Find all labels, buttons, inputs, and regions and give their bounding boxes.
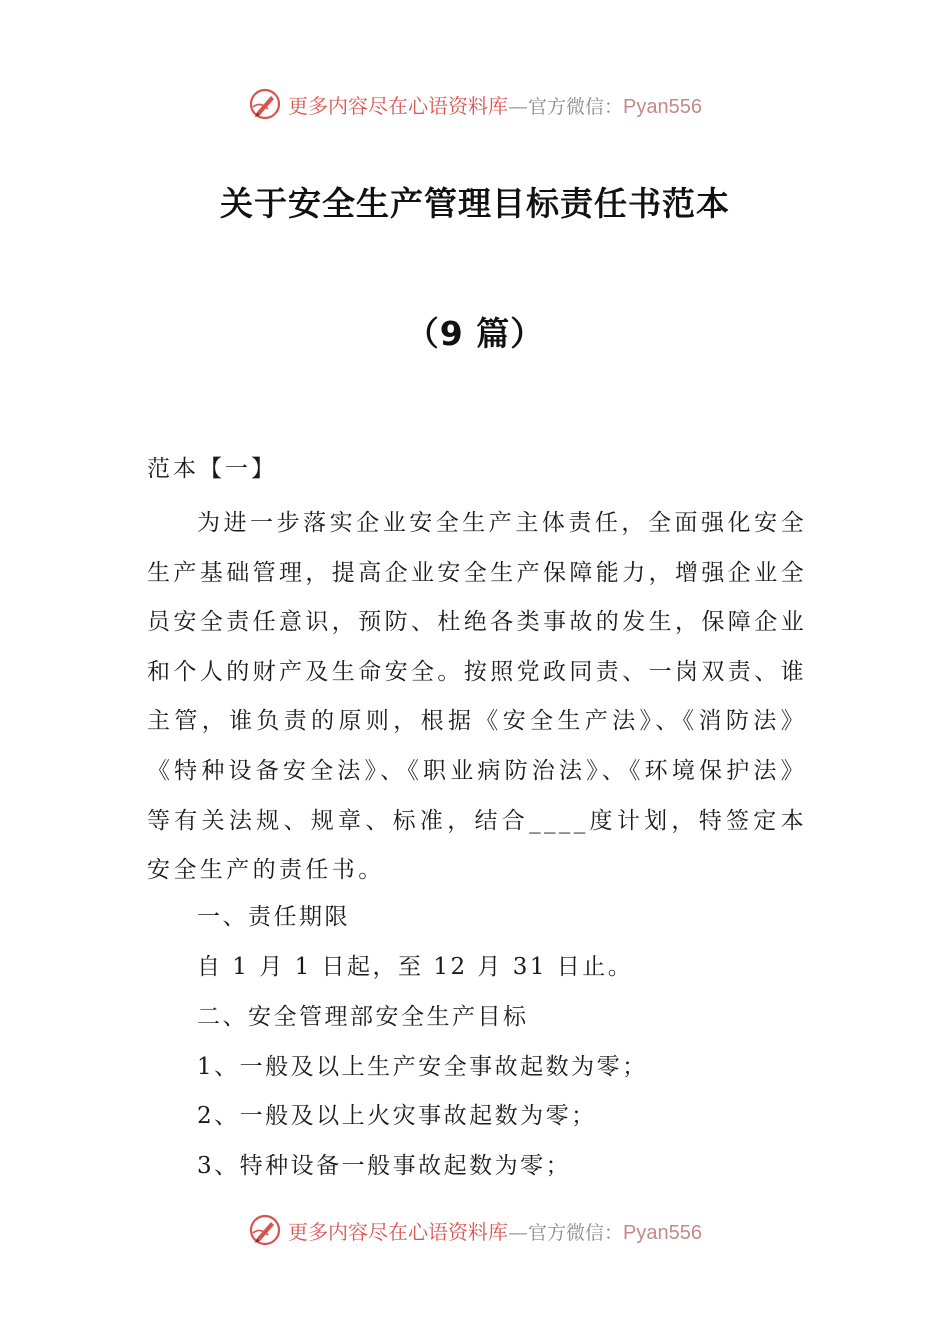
banner-dash: —: [508, 1219, 528, 1244]
banner-label: 官方微信：: [528, 1221, 624, 1244]
document-subtitle: （9 篇）: [405, 314, 545, 353]
header-banner: [0, 82, 950, 126]
section-heading: 范本【一】: [147, 456, 277, 482]
banner-wechat-id: Pyan556: [623, 95, 702, 118]
footer-banner: [0, 1208, 950, 1252]
list-item: 2、一般及以上火灾事故起数为零；: [197, 1103, 597, 1129]
list-item: 自 1 月 1 日起，至 12 月 31 日止。: [197, 954, 634, 980]
banner-text: [288, 90, 702, 119]
banner-dash: —: [508, 93, 528, 118]
pen-logo-icon: [248, 1213, 282, 1247]
banner-text: [288, 1216, 702, 1245]
document-title: 关于安全生产管理目标责任书范本: [220, 184, 730, 223]
list-item: 1、一般及以上生产安全事故起数为零；: [197, 1054, 648, 1080]
intro-paragraph: 为进一步落实企业安全生产主体责任，全面强化安全生产基础管理，提高企业安全生产保障能力，增强企业全员安全责任意识，预防、杜绝各类事故的发生，保障企业和个人的财产及生命安全。按照党政同责、一岗双责、谁主管，谁负责的原则，根据《安全生产法》、《消防法》《特种设备安全法》、《职业病防治法》、《环境保护法》等有关法规、规章、标准，结合____度计划，特签定本安全生产的责任书。: [147, 510, 807, 884]
banner-label: 官方微信：: [528, 95, 624, 118]
list-item: 一、责任期限: [197, 904, 350, 930]
banner-main-text: 更多内容尽在心语资料库: [288, 1219, 508, 1244]
list-item: 3、特种设备一般事故起数为零；: [197, 1153, 572, 1179]
banner-main-text: 更多内容尽在心语资料库: [288, 93, 508, 118]
pen-logo-icon: [248, 87, 282, 121]
list-item: 二、安全管理部安全生产目标: [197, 1004, 529, 1030]
banner-wechat-id: Pyan556: [623, 1221, 702, 1244]
